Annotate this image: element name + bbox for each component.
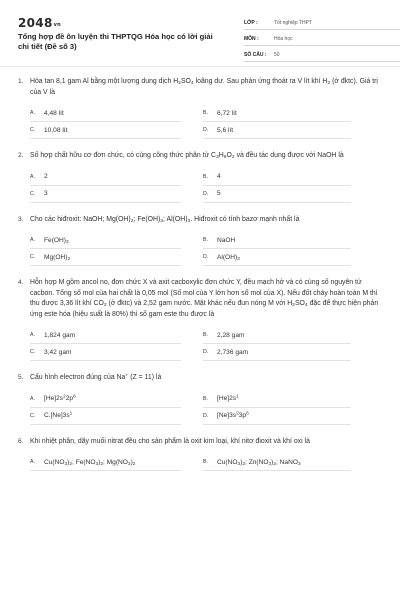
option-text: 2 (44, 173, 48, 180)
option-letter: B. (203, 459, 208, 465)
option-text: $Mg(OH)_2$ (44, 253, 71, 262)
answer-option-c[interactable] (30, 186, 181, 203)
answer-option-d[interactable] (203, 344, 351, 361)
option-text: 1,824 gam (44, 331, 76, 339)
option-text: 10,08 lít (44, 126, 68, 134)
answer-options (30, 105, 386, 139)
option-text: 3 (44, 190, 48, 197)
option-letter: C. (30, 127, 36, 133)
question-text: Số hợp chất hữu cơ đơn chức, có cùng công thức phân tử $C_3H_6O_2$ và đều tác dụng được với NaOH là (30, 152, 344, 161)
answer-option-d[interactable] (203, 408, 351, 425)
meta-value: Tốt nghiệp THPT (274, 19, 312, 26)
answer-options (30, 454, 386, 471)
question-number: 6. (18, 437, 24, 445)
option-text: 4 (217, 173, 221, 180)
question-5 (18, 373, 386, 437)
answer-options (30, 169, 386, 203)
exam-header (18, 12, 386, 74)
logo-suffix: vn (53, 22, 62, 28)
answer-option-b[interactable] (203, 327, 351, 344)
option-letter: A. (30, 332, 35, 338)
option-text: 2,736 gam (217, 348, 249, 356)
question-1 (18, 77, 386, 151)
option-letter: B. (203, 173, 208, 180)
question-number: 5. (18, 374, 24, 381)
answer-option-d[interactable] (203, 122, 351, 139)
answer-option-a[interactable] (30, 454, 181, 471)
option-text: 5,6 lít (217, 126, 234, 134)
option-letter: C. (30, 349, 36, 355)
option-text: 3,42 gam (44, 348, 72, 356)
question-row (18, 151, 386, 162)
question-number: 3. (18, 215, 24, 223)
option-letter: A. (30, 395, 35, 402)
answer-option-c[interactable] (30, 249, 181, 266)
question-number: 2. (18, 152, 24, 159)
answer-option-c[interactable] (30, 344, 181, 361)
question-spacer (18, 425, 386, 437)
question-text: Hỗn hợp M gồm ancol no, đơn chức X và axit cacboxylic đơn chức Y, đều mạch hở và có cùng số nguyên tử cacbon. Tổng số mol của hai chất là 0,05 mol (Số mol của Y lớn hơn số mol của X). Nếu đốt cháy hoàn toàn M thì thu được 3,36 lít khí $CO_2$ (ở đktc) và 2,52 gam nước. Mặt khác nếu đun nóng M với $H_2SO_4$ đặc để thực hiện phản ứng este hóa (hiệu suất là 80%) thì số gam este thu được là (30, 279, 379, 318)
option-text: 6,72 lít (217, 109, 237, 117)
meta-label: SỐ CÂU : (244, 51, 267, 58)
meta-label: LỚP : (244, 19, 258, 26)
answer-options (30, 391, 386, 425)
question-text: Cho các hiđroxit: NaOH; $Mg(OH)_2$; $Fe(OH)_3$; $Al(OH)_3$. Hiđroxit có tính bazơ mạnh nhất là (30, 215, 300, 224)
question-row (18, 373, 386, 384)
answer-options (30, 327, 386, 361)
answer-option-b[interactable] (203, 105, 351, 122)
answer-option-b[interactable] (203, 454, 351, 471)
option-text: $Cu(NO_3)_2$; $Zn(NO_3)_2$; NaNO$_3$ (217, 458, 301, 467)
meta-row-class (244, 16, 400, 30)
answer-option-a[interactable] (30, 232, 181, 249)
meta-row-subject (244, 32, 400, 46)
answer-option-a[interactable] (30, 327, 181, 344)
question-list (18, 77, 386, 471)
option-letter: B. (203, 332, 208, 338)
option-letter: C. (30, 190, 36, 197)
option-text: $C.[Ne]3s^1$ (44, 411, 73, 419)
question-spacer (18, 361, 386, 373)
logo-text: 2048 (18, 16, 53, 30)
option-letter: D. (203, 190, 209, 197)
option-letter: C. (30, 254, 36, 260)
meta-label: MÔN : (244, 35, 259, 42)
header-divider (0, 66, 400, 67)
question-text: Cấu hình electron đúng của Na+ (Z = 11) là (30, 373, 162, 381)
site-logo[interactable] (18, 16, 61, 30)
meta-value: 50 (274, 51, 280, 58)
option-letter: C. (30, 412, 36, 419)
option-text: $[He]2s^22p^6$ (44, 394, 76, 402)
option-text: NaOH (217, 236, 236, 244)
exam-meta (244, 16, 400, 64)
answer-option-c[interactable] (30, 122, 181, 139)
option-letter: D. (203, 254, 209, 260)
option-letter: D. (203, 412, 209, 419)
answer-option-a[interactable] (30, 105, 181, 122)
question-number: 4. (18, 279, 24, 286)
question-3 (18, 215, 386, 279)
answer-option-d[interactable] (203, 186, 351, 203)
question-spacer (18, 139, 386, 151)
question-number: 1. (18, 78, 24, 85)
question-spacer (18, 203, 386, 215)
option-letter: A. (30, 237, 35, 243)
meta-value: Hóa học (274, 35, 293, 42)
option-text: $[Ne]3s^23p^6$ (217, 411, 249, 419)
option-text: 2,28 gam (217, 331, 245, 339)
option-letter: D. (203, 127, 209, 133)
question-2 (18, 151, 386, 215)
answer-option-a[interactable] (30, 391, 181, 408)
question-spacer (18, 266, 386, 278)
answer-option-d[interactable] (203, 249, 351, 266)
question-text: Hòa tan 8,1 gam Al bằng một lượng dung dịch $H_2SO_4$ loãng dư. Sau phản ứng thoát ra V lít khí $H_2$ (ở đktc). Giá trị của V là (30, 78, 378, 96)
answer-option-b[interactable] (203, 232, 351, 249)
answer-option-a[interactable] (30, 169, 181, 186)
option-letter: B. (203, 110, 208, 116)
option-letter: A. (30, 110, 35, 116)
exam-title: Tổng hợp đề ôn luyện thi THPTQG Hóa học có lời giải chi tiết (Đề số 3) (18, 32, 213, 51)
option-letter: B. (203, 237, 208, 243)
option-text: $Cu(NO_3)_2$; $Fe(NO_3)_2$; $Mg(NO_3)_2$ (44, 458, 136, 467)
question-text: Khi nhiệt phân, dãy muối nitrat đều cho sản phẩm là oxit kim loại, khí nitơ đioxit và khí oxi là (30, 437, 310, 445)
question-row (18, 215, 386, 226)
answer-options (30, 232, 386, 266)
option-letter: B. (203, 395, 208, 402)
option-text: 4,48 lít (44, 109, 64, 117)
answer-option-c[interactable] (30, 408, 181, 425)
option-text: $Al(OH)_3$ (217, 253, 240, 262)
option-text: 5 (217, 190, 221, 197)
question-4 (18, 278, 386, 373)
answer-option-b[interactable] (203, 169, 351, 186)
question-row (18, 77, 386, 98)
answer-option-b[interactable] (203, 391, 351, 408)
option-letter: D. (203, 349, 209, 355)
question-6 (18, 437, 386, 472)
option-text: $Fe(OH)_3$ (44, 236, 69, 245)
option-letter: A. (30, 173, 35, 180)
meta-row-count (244, 48, 400, 62)
option-text: $[He]2s^1$ (217, 394, 239, 402)
question-row (18, 278, 386, 320)
question-row (18, 437, 386, 448)
option-letter: A. (30, 459, 35, 465)
